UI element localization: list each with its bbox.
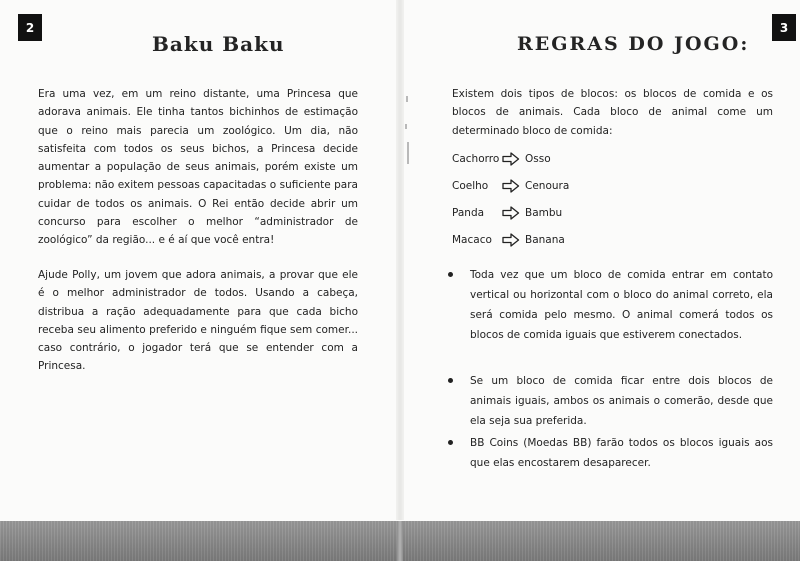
outline-right-arrow-icon [502, 206, 520, 220]
animal-food-list [452, 146, 569, 253]
outline-right-arrow-icon [502, 152, 520, 166]
rule-bullet [448, 371, 773, 431]
outline-right-arrow-icon [502, 233, 520, 247]
bullet-dot-icon [448, 378, 453, 383]
animal-name: Macaco [452, 233, 492, 246]
food-pair [452, 200, 569, 227]
rule-bullet [448, 433, 773, 473]
left-page-title: Baku Baku [152, 32, 285, 56]
story-paragraph-1: Era uma vez, em um reino distante, uma Princesa que adorava animais. Ele tinha tantos bichinhos de estimação que o reino mais parecia um zoológico. Um dia, não satisfeita com todos os seus bichos, a Princesa decide aumentar a população de seus animais, porém existe um problema: não exitem pessoas capacitadas o suficiente para cuidar de todos os animais. O Rei então decide abrir um concurso para escolher o melhor “administrador de zoológico” da região... e é aí que você entra! [38, 88, 358, 247]
animal-name: Coelho [452, 180, 489, 193]
rule-text: Se um bloco de comida ficar entre dois blocos de animais iguais, ambos os animais o comerão, desde que ela seja sua preferida. [470, 375, 773, 427]
bullet-dot-icon [448, 440, 453, 445]
food-pair [452, 173, 569, 200]
right-page-title: REGRAS DO JOGO: [517, 33, 750, 55]
footer-band-seam [397, 521, 403, 561]
story-paragraph-2: Ajude Polly, um jovem que adora animais, a provar que ele é o melhor administrador de todos. Usando a cabeça, distribua a ração adequadamente para que cada bicho receba seu alimento preferido e ninguém fique sem comer... caso contrário, o jogador terá que se entender com a Princesa. [38, 269, 358, 373]
food-name: Osso [525, 153, 551, 166]
rule-bullet [448, 265, 773, 345]
food-name: Cenoura [525, 180, 570, 193]
animal-name: Panda [452, 206, 485, 219]
food-pair [452, 146, 569, 173]
gutter-marks [404, 96, 412, 166]
page-number-left: 2 [18, 14, 42, 41]
bullet-dot-icon [448, 272, 453, 277]
book-gutter [396, 0, 404, 520]
rule-text: Toda vez que um bloco de comida entrar em contato vertical ou horizontal com o bloco do animal correto, ela será comida pelo mesmo. O animal comerá todos os blocos de comida iguais que estiverem conectados. [470, 269, 773, 341]
rules-intro: Existem dois tipos de blocos: os blocos de comida e os blocos de animais. Cada bloco de animal come um determinado bloco de comida: [452, 88, 773, 137]
food-name: Banana [525, 233, 565, 246]
food-name: Bambu [525, 206, 563, 219]
food-pair [452, 226, 569, 253]
outline-right-arrow-icon [502, 179, 520, 193]
animal-name: Cachorro [452, 153, 500, 166]
page-number-right: 3 [772, 14, 796, 41]
footer-band [0, 521, 800, 561]
rule-text: BB Coins (Moedas BB) farão todos os blocos iguais aos que elas encostarem desaparecer. [470, 437, 773, 469]
